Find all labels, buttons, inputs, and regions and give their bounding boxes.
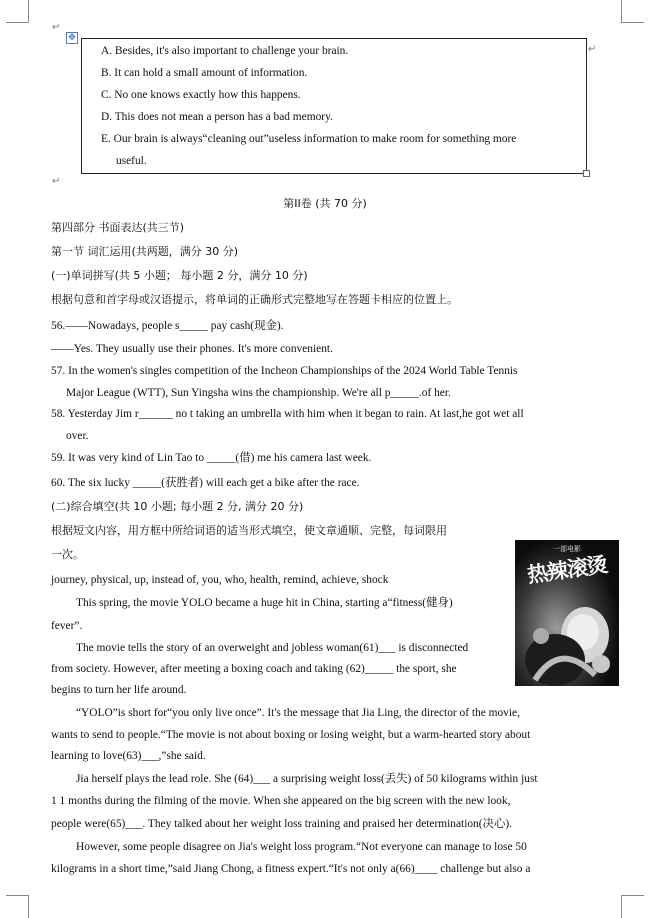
page-corner-mark [6, 0, 29, 23]
part-heading: 第四部分 书面表达(共三节) [51, 221, 185, 234]
passage-line: kilograms in a short time,”said Jiang Chong, a fitness expert.“It's not only a(66)____ challenge but also a [51, 863, 531, 875]
passage-line: Jia herself plays the lead role. She (64)___ a surprising weight loss(丢失) of 50 kilograms within just [76, 773, 538, 785]
instructions: 根据句意和首字母或汉语提示，将单词的正确形式完整地写在答题卡相应的位置上。 [51, 293, 458, 306]
table-resize-handle[interactable] [583, 170, 590, 177]
page-corner-mark [621, 895, 644, 918]
paragraph-mark: ↵ [588, 44, 597, 55]
question-58-continued: over. [66, 430, 89, 442]
question-59: 59. It was very kind of Lin Tao to _____(借) me his camera last week. [51, 452, 372, 464]
question-58: 58. Yesterday Jim r______ no t taking an umbrella with him when it began to rain. At last,he got wet all [51, 408, 524, 420]
paragraph-mark: ↵ [52, 176, 61, 187]
option-e: E. Our brain is always“cleaning out”useless information to make room for something more [101, 133, 517, 145]
passage-line: from society. However, after meeting a boxing coach and taking (62)_____ the sport, she [51, 663, 457, 675]
movie-poster-image [515, 540, 619, 686]
instructions-2-continued: 一次。 [51, 548, 84, 561]
passage-line: “YOLO”is short for“you only live once”. It's the message that Jia Ling, the director of the movie, [76, 707, 520, 719]
question-56: 56.——Nowadays, people s_____ pay cash(现金). [51, 320, 284, 332]
table-move-handle-icon[interactable]: ✥ [66, 32, 78, 44]
option-e-continued: useful. [116, 155, 147, 167]
page-corner-mark [6, 895, 29, 918]
passage-line: However, some people disagree on Jia's weight loss program.“Not everyone can manage to lose 50 [76, 841, 527, 853]
page-corner-mark [621, 0, 644, 23]
option-a: A. Besides, it's also important to challenge your brain. [101, 45, 349, 57]
passage-line: wants to send to people.“The movie is not about boxing or losing weight, but a warm-hearted story about [51, 729, 531, 741]
section-heading: 第一节 词汇运用(共两题，满分 30 分) [51, 245, 239, 258]
poster-small-text: 一部电影 [553, 545, 581, 553]
instructions-2: 根据短文内容，用方框中所给词语的适当形式填空，使文章通顺、完整，每词限用 [51, 524, 447, 537]
poster-title: 热辣滚烫 [525, 552, 609, 588]
question-60: 60. The six lucky _____(获胜者) will each get a bike after the race. [51, 477, 360, 489]
passage-line: begins to turn her life around. [51, 684, 187, 696]
subsection-heading-2: (二)综合填空(共 10 小题; 每小题 2 分, 满分 20 分) [51, 500, 304, 513]
paragraph-mark: ↵ [52, 22, 61, 33]
passage-line: The movie tells the story of an overweight and jobless woman(61)___ is disconnected [76, 642, 469, 654]
question-57-continued: Major League (WTT), Sun Yingsha wins the championship. We're all p_____.of her. [66, 387, 451, 399]
passage-line: fever”. [51, 620, 83, 632]
passage-line: This spring, the movie YOLO became a huge hit in China, starting a“fitness(健身) [76, 597, 453, 609]
option-d: D. This does not mean a person has a bad memory. [101, 111, 333, 123]
option-b: B. It can hold a small amount of information. [101, 67, 308, 79]
word-bank: journey, physical, up, instead of, you, who, health, remind, achieve, shock [51, 574, 389, 586]
options-box [81, 38, 587, 174]
passage-line: 1 1 months during the filming of the movie. When she appeared on the big screen with the new look, [51, 795, 511, 807]
section-title: 第II卷 (共 70 分) [283, 197, 367, 210]
option-c: C. No one knows exactly how this happens. [101, 89, 301, 101]
passage-line: people were(65)___. They talked about her weight loss training and praised her determination(决心). [51, 818, 512, 830]
subsection-heading: (一)单词拼写(共 5 小题； 每小题 2 分，满分 10 分) [51, 269, 308, 282]
passage-line: learning to love(63)___,”she said. [51, 750, 206, 762]
question-57: 57. In the women's singles competition of the Incheon Championships of the 2024 World Table Tennis [51, 365, 518, 377]
question-56-reply: ——Yes. They usually use their phones. It's more convenient. [51, 343, 333, 355]
